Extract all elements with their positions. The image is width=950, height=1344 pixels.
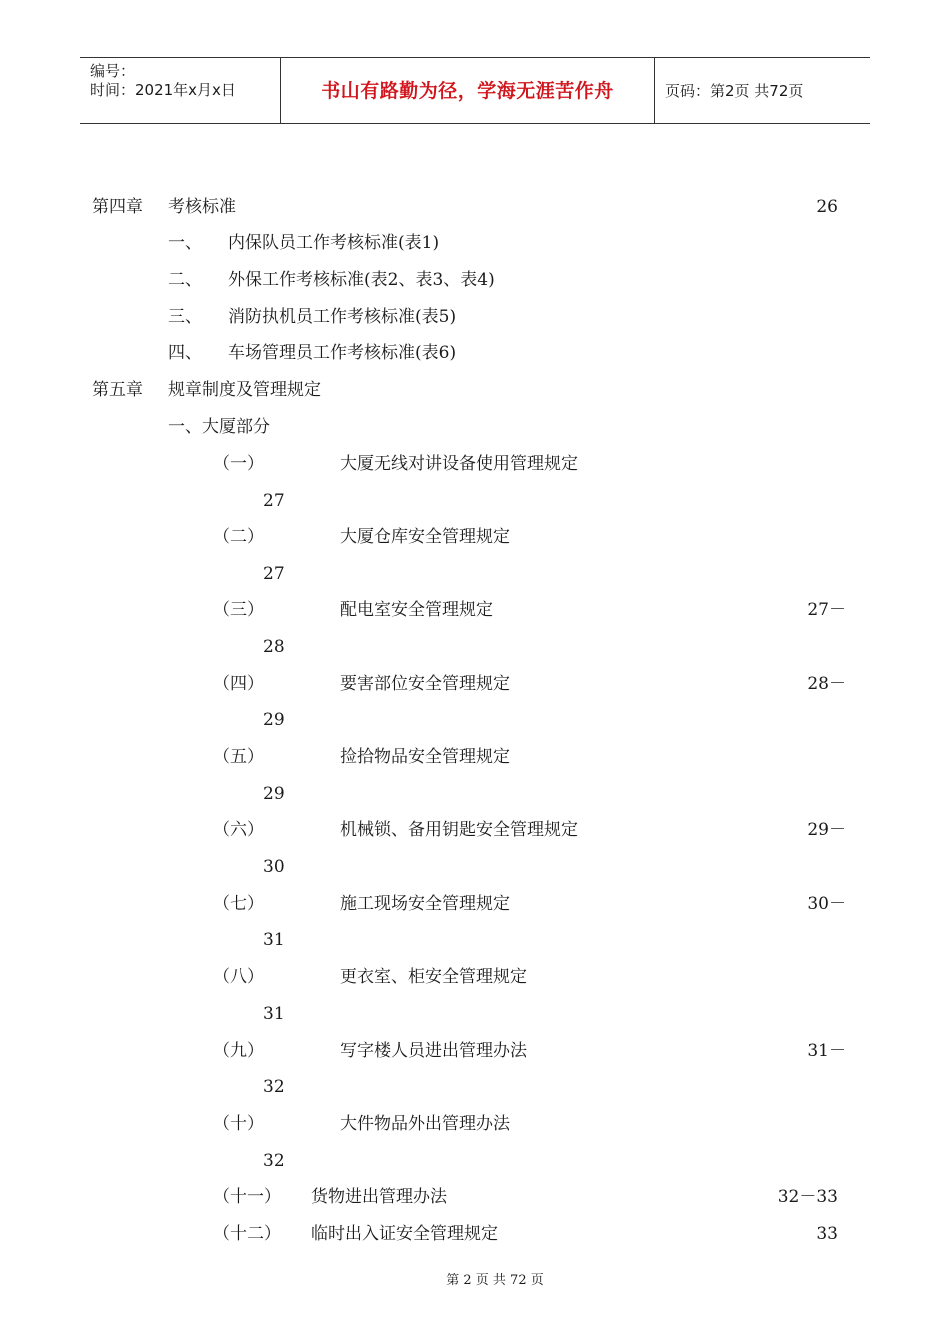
toc-entry-num: （六） — [213, 820, 264, 840]
header-page-cell — [655, 58, 870, 123]
toc-entry-page-end: 27 — [263, 564, 285, 584]
toc-entry-title: 货物进出管理办法 — [311, 1187, 447, 1207]
toc-entry-title: 临时出入证安全管理规定 — [311, 1224, 498, 1244]
toc-entry-title: 大件物品外出管理办法 — [340, 1114, 510, 1134]
toc-item-num: 一、 — [168, 233, 202, 253]
toc-entry-title: 更衣室、柜安全管理规定 — [340, 967, 527, 987]
motto: 书山有路勤为径，学海无涯苦作舟 — [321, 80, 614, 102]
toc-entry-page-end: 32 — [263, 1077, 285, 1097]
toc-entry-page: 33 — [816, 1224, 838, 1244]
toc-item-num: 二、 — [168, 270, 202, 290]
toc-entry-page-start: 27－ — [807, 600, 846, 620]
chapter-4-page: 26 — [816, 197, 838, 217]
header-meta — [80, 58, 281, 123]
section-title: 一、大厦部分 — [168, 417, 270, 437]
serial-label: 编号： — [90, 62, 136, 80]
toc-entry-page-end: 31 — [263, 1004, 285, 1024]
toc-entry-title: 要害部位安全管理规定 — [340, 674, 510, 694]
chapter-5-title: 规章制度及管理规定 — [168, 380, 321, 400]
header-motto-cell — [281, 58, 655, 123]
toc-entry-num: （十一） — [213, 1187, 281, 1207]
chapter-5-label: 第五章 — [92, 380, 143, 400]
page-info: 页码：第2页 共72页 — [665, 82, 804, 100]
chapter-4-title: 考核标准 — [168, 197, 236, 217]
toc-entry-num: （二） — [213, 527, 264, 547]
toc-item-title: 外保工作考核标准(表2、表3、表4) — [228, 270, 495, 290]
toc-entry-title: 配电室安全管理规定 — [340, 600, 493, 620]
toc-item-title: 内保队员工作考核标准(表1) — [228, 233, 440, 253]
toc-item-title: 车场管理员工作考核标准(表6) — [228, 343, 457, 363]
toc-entry-page-end: 27 — [263, 491, 285, 511]
toc-entry-page-end: 32 — [263, 1151, 285, 1171]
toc-entry-num: （九） — [213, 1041, 264, 1061]
toc-entry-page-end: 28 — [263, 637, 285, 657]
chapter-4-label: 第四章 — [92, 197, 143, 217]
toc-entry-num: （三） — [213, 600, 264, 620]
toc-item-num: 四、 — [168, 343, 202, 363]
toc-entry-page-end: 29 — [263, 710, 285, 730]
toc-entry-title: 大厦仓库安全管理规定 — [340, 527, 510, 547]
toc-entry-num: （十二） — [213, 1224, 281, 1244]
toc-entry-title: 施工现场安全管理规定 — [340, 894, 510, 914]
toc-entry-page-start: 31－ — [807, 1041, 846, 1061]
toc-entry-num: （四） — [213, 674, 264, 694]
page-header — [80, 57, 870, 124]
toc-entry-title: 机械锁、备用钥匙安全管理规定 — [340, 820, 578, 840]
page-footer: 第 2 页 共 72 页 — [446, 1273, 544, 1288]
toc-entry-page-end: 31 — [263, 930, 285, 950]
toc-entry-title: 捡拾物品安全管理规定 — [340, 747, 510, 767]
toc-entry-num: （八） — [213, 967, 264, 987]
toc-item-num: 三、 — [168, 307, 202, 327]
toc-entry-title: 大厦无线对讲设备使用管理规定 — [340, 454, 578, 474]
toc-entry-num: （一） — [213, 454, 264, 474]
toc-entry-page-start: 29－ — [807, 820, 846, 840]
toc-entry-page-end: 30 — [263, 857, 285, 877]
toc-entry-num: （十） — [213, 1114, 264, 1134]
date-line: 时间：2021年x月x日 — [90, 81, 236, 99]
toc-item-title: 消防执机员工作考核标准(表5) — [228, 307, 457, 327]
toc-entry-page-start: 28－ — [807, 674, 846, 694]
toc-entry-title: 写字楼人员进出管理办法 — [340, 1041, 527, 1061]
toc-entry-num: （七） — [213, 894, 264, 914]
toc-entry-num: （五） — [213, 747, 264, 767]
toc-entry-page-start: 30－ — [807, 894, 846, 914]
toc-entry-page: 32－33 — [777, 1187, 838, 1207]
toc-entry-page-end: 29 — [263, 784, 285, 804]
